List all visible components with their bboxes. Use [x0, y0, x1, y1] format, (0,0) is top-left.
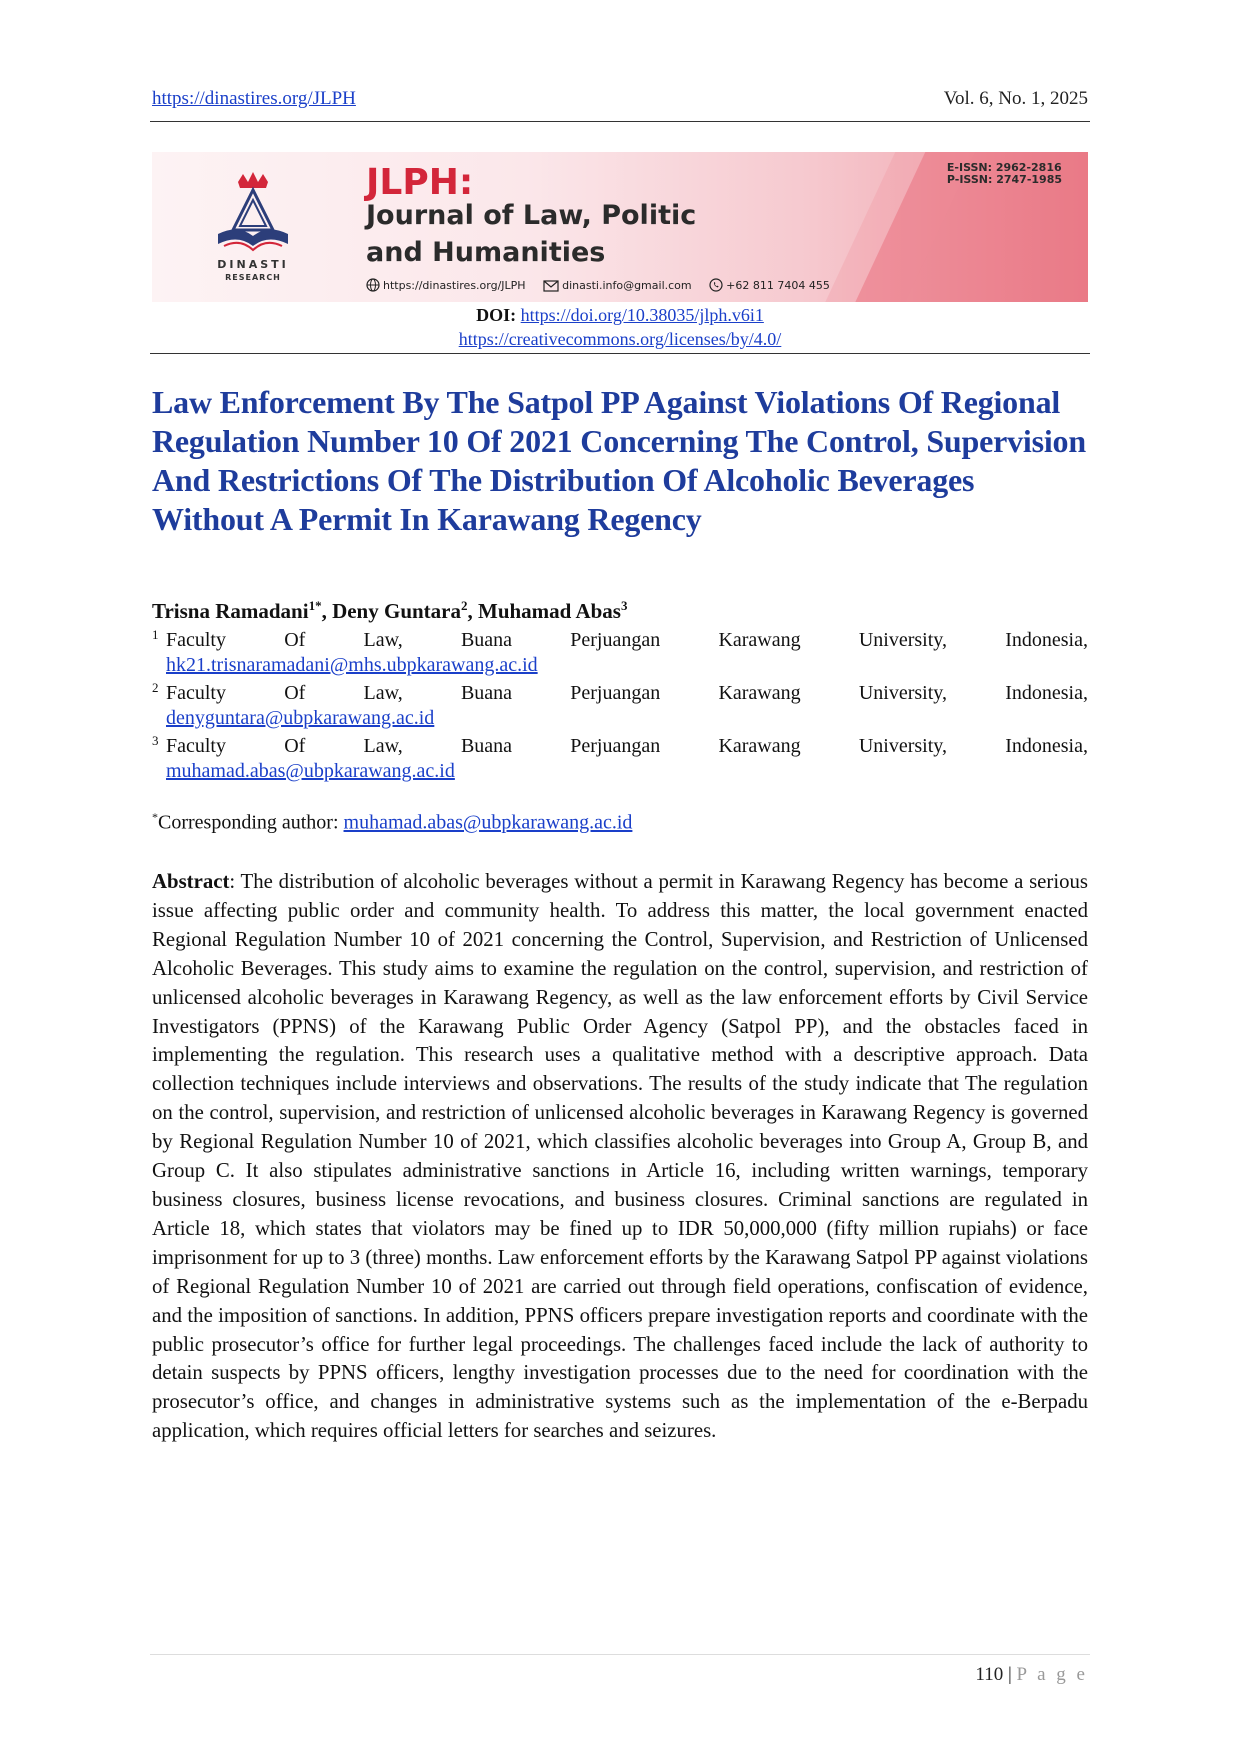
affiliation-text — [152, 628, 1088, 653]
aff-word: University, — [858, 682, 947, 704]
aff-word: Of — [284, 629, 306, 651]
abstract-label: Abstract — [152, 870, 230, 893]
contact-email-text: dinasti.info@gmail.com — [562, 279, 692, 292]
page-label: P a g e — [1016, 1664, 1088, 1685]
doi-line — [152, 305, 1088, 326]
author-sep: , — [321, 599, 333, 623]
license-link[interactable]: https://creativecommons.org/licenses/by/4.0/ — [458, 329, 782, 349]
author-list — [152, 598, 627, 624]
affiliation-number: 1 — [152, 627, 159, 642]
dinasti-logo — [198, 172, 308, 292]
aff-word: Karawang — [718, 735, 801, 757]
doi-label: DOI: — [476, 305, 517, 325]
abstract — [152, 868, 1088, 1446]
doi-link[interactable]: https://doi.org/10.38035/jlph.v6i1 — [520, 305, 764, 325]
aff-word: Of — [284, 735, 306, 757]
eissn: E-ISSN: 2962-2816 — [946, 161, 1062, 174]
author-sup: 3 — [620, 598, 628, 613]
aff-word: Perjuangan — [570, 629, 661, 651]
affiliation-email-link[interactable]: muhamad.abas@ubpkarawang.ac.id — [166, 760, 455, 782]
aff-word: Law, — [363, 629, 403, 651]
page-number-value: 110 — [975, 1664, 1004, 1685]
aff-word: Faculty — [166, 682, 226, 704]
author-sup: 1* — [308, 598, 322, 613]
issn-block — [947, 162, 1062, 186]
affiliation-text — [152, 681, 1088, 706]
abstract-text: : The distribution of alcoholic beverages without a permit in Karawang Regency has become a serious issue affecting public order and community health. To address this matter, the local government enacted Regional Regulation Number 10 of 2021 concerning the Control, Supervision, and Restriction of Unlicensed Alcoholic Beverages. This study aims to examine the regulation on the control, supervision, and restriction of unlicensed alcoholic beverages in Karawang Regency, as well as the law enforcement efforts by Civil Service Investigators (PPNS) of the Karawang Public Order Agency (Satpol PP), and the obstacles faced in implementing the regulation. This research uses a qualitative method with a descriptive approach. Data collection techniques include interviews and observations. The results of the study indicate that The regulation on the control, supervision, and restriction of unlicensed alcoholic beverages in Karawang Regency is governed by Regional Regulation Number 10 of 2021, which classifies alcoholic beverages into Group A, Group B, and Group C. It also stipulates administrative sanctions in Article 16, including written warnings, temporary business closures, business license revocations, and business closures. Criminal sanctions are regulated in Article 18, which states that violators may be fined up to IDR 50,000,000 (fifty million rupiahs) or face imprisonment for up to 3 (three) months. Law enforcement efforts by the Karawang Satpol PP against violations of Regional Regulation Number 10 of 2021 are carried out through field operations, confiscation of evidence, and the imposition of sanctions. In addition, PPNS officers prepare investigation reports and coordinate with the public prosecutor’s office for further legal proceedings. The challenges faced include the lack of authority to detain suspects by PPNS officers, lengthy investigation processes due to the need for coordination with the prosecutor’s office, and changes in administrative systems such as the implementation of the e-Berpadu application, which requires official letters for searches and seizures. — [152, 870, 1088, 1443]
corresponding-author — [152, 810, 632, 835]
author-name: Deny Guntara — [332, 599, 461, 623]
whatsapp-icon — [709, 278, 723, 292]
author-sep: , — [467, 599, 478, 623]
aff-word: Karawang — [718, 682, 801, 704]
aff-word: Indonesia, — [1005, 629, 1088, 651]
doi-divider — [150, 353, 1090, 354]
contact-website — [366, 279, 529, 292]
contact-phone — [709, 279, 830, 292]
aff-word: Faculty — [166, 629, 226, 651]
pissn: P-ISSN: 2747-1985 — [946, 173, 1062, 186]
journal-name-line1: Journal of Law, Politic — [366, 200, 697, 231]
author-name: Trisna Ramadani — [152, 599, 309, 623]
volume-info: Vol. 6, No. 1, 2025 — [943, 88, 1088, 109]
aff-word: Indonesia, — [1005, 735, 1088, 757]
contact-phone-text: +62 811 7404 455 — [726, 279, 830, 292]
mail-icon — [543, 280, 559, 292]
aff-word: Indonesia, — [1005, 682, 1088, 704]
aff-word: Law, — [363, 735, 403, 757]
aff-word: Faculty — [166, 735, 226, 757]
publisher-name: DINASTI — [217, 258, 289, 271]
banner-contacts — [366, 278, 844, 292]
aff-word: Perjuangan — [570, 682, 661, 704]
author-name: Muhamad Abas — [478, 599, 621, 623]
contact-email — [543, 279, 695, 292]
corresponding-label: Corresponding author: — [158, 811, 344, 834]
affiliation-email-link[interactable]: hk21.trisnaramadani@mhs.ubpkarawang.ac.id — [166, 654, 538, 676]
crown-book-icon — [198, 172, 308, 258]
license-line — [152, 329, 1088, 350]
journal-url-link[interactable]: https://dinastires.org/JLPH — [152, 88, 356, 109]
running-header — [152, 88, 1088, 114]
corresponding-email-link[interactable]: muhamad.abas@ubpkarawang.ac.id — [343, 811, 633, 834]
author-sup: 2 — [461, 598, 468, 613]
header-divider — [150, 121, 1090, 122]
globe-icon — [366, 278, 380, 292]
journal-name-line2: and Humanities — [366, 237, 606, 268]
page-number-sep: | — [1003, 1664, 1017, 1685]
page-number — [975, 1664, 1088, 1686]
aff-word: Karawang — [718, 629, 801, 651]
aff-word: University, — [858, 629, 947, 651]
aff-word: Buana — [460, 682, 513, 704]
aff-word: Of — [284, 682, 306, 704]
aff-word: Perjuangan — [570, 735, 661, 757]
affiliation-3 — [152, 734, 1088, 784]
paper-title: Law Enforcement By The Satpol PP Against Violations Of Regional Regulation Number 10 Of 2021 Concerning The Control, Supervision And Restrictions Of The Distribution Of Alcoholic Beverages Without A Permit In Karawang Regency — [152, 384, 1086, 537]
affiliation-1 — [152, 628, 1088, 678]
publisher-sub: RESEARCH — [225, 273, 281, 282]
aff-word: Buana — [460, 629, 513, 651]
affiliation-number: 3 — [152, 733, 159, 748]
aff-word: Law, — [363, 682, 403, 704]
contact-website-text: https://dinastires.org/JLPH — [383, 279, 526, 292]
affiliation-email-link[interactable]: denyguntara@ubpkarawang.ac.id — [166, 707, 435, 729]
affiliation-text — [152, 734, 1088, 759]
aff-word: University, — [858, 735, 947, 757]
aff-word: Buana — [460, 735, 513, 757]
affiliation-number: 2 — [152, 680, 159, 695]
footer-divider — [150, 1654, 1090, 1655]
journal-banner — [152, 152, 1088, 302]
corresponding-mark: * — [152, 810, 158, 824]
journal-abbreviation: JLPH: — [366, 162, 474, 203]
affiliation-2 — [152, 681, 1088, 731]
